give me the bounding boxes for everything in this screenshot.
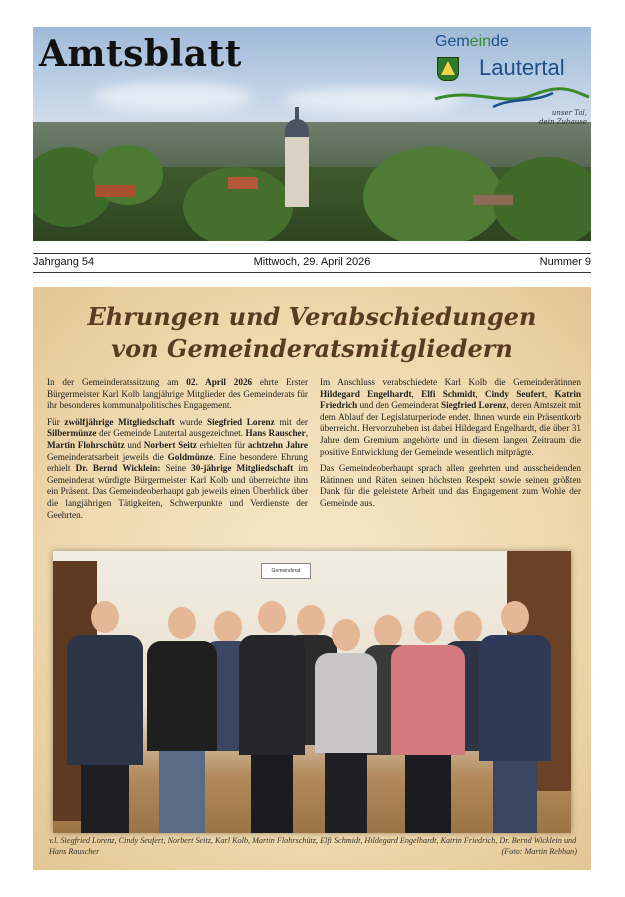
text-run: , <box>475 388 485 399</box>
text-run-bold: Hildegard Engelhardt <box>320 388 412 399</box>
logo-wordmark-main: Lautertal <box>479 55 565 80</box>
headline-line-2: von Gemeinderatsmitgliedern <box>111 334 513 363</box>
house-roof <box>95 185 135 197</box>
article-column-right <box>320 377 581 515</box>
person-legs <box>159 751 205 833</box>
text-run-bold: Siegfried Lorenz <box>206 416 275 427</box>
person <box>67 601 143 833</box>
person-legs <box>405 755 451 833</box>
article-headline <box>33 301 591 365</box>
group-photo <box>53 551 571 833</box>
person-head <box>258 601 286 633</box>
issue-date: Mittwoch, 29. April 2026 <box>253 256 371 268</box>
wall-sign: Gemeinderat <box>261 563 311 579</box>
paragraph <box>47 377 308 412</box>
logo-top-highlight: ein <box>469 33 492 50</box>
paragraph: Das Gemeindeoberhaupt sprach allen geehrten und ausscheidenden Rätinnen und Räten seinen höchsten Respekt sowie seinen größten Dank für die geleistete Arbeit und das Engagement zum Wohle der Gemeinde aus. <box>320 463 581 508</box>
person-head <box>414 611 442 643</box>
house-roof <box>228 177 258 189</box>
text-run: , <box>305 428 308 439</box>
valley-wave-icon <box>433 85 591 109</box>
text-run: wurde <box>174 416 207 427</box>
person-body <box>391 645 465 755</box>
person-legs <box>493 761 537 833</box>
tagline-line-1: unser Tal, <box>551 109 587 117</box>
person-head <box>168 607 196 639</box>
masthead-title: Amtsblatt <box>39 33 242 75</box>
person <box>147 607 217 833</box>
person-body <box>315 653 377 753</box>
tagline-line-2: dein Zuhause <box>539 118 587 126</box>
text-run: , deren Amtszeit mit dem Ablauf der Legislaturperiode endet. Ihnen wurde ein Präsentkorb überreicht. Hervorzuheben ist dabei Hildegard Engelhardt, die über 31 Jahre dem Gremium angehörte und in diesem langen Zeitraum die positive Entwicklung der Gemeinde wesentlich mitprägte. <box>320 400 581 457</box>
logo-tagline <box>539 109 587 127</box>
person <box>391 611 465 833</box>
text-run-bold: Norbert Seitz <box>143 439 197 450</box>
person-head <box>91 601 119 633</box>
text-run-bold: Silbermünze <box>47 428 97 439</box>
paragraph <box>47 417 308 521</box>
text-run: . Eine besondere Ehrung erhielt <box>47 451 308 474</box>
text-run: ehrte Erster Bürgermeister Karl Kolb langjährige Mitglieder des Gemeinderats für ihr besonderes kommunalpolitisches Engagement. <box>47 377 308 411</box>
text-run: der Gemeinde Lautertal ausgezeichnet. <box>96 428 246 439</box>
text-run: mit der <box>274 416 308 427</box>
text-run-bold: Martin Flohrschütz <box>47 439 125 450</box>
text-run: Seine <box>160 463 192 474</box>
text-run-bold: Katrin Friedrich <box>320 388 581 411</box>
text-run: In der Gemeinderatssitzung am <box>47 377 187 387</box>
coat-of-arms-icon <box>437 57 459 81</box>
cloud <box>93 82 253 112</box>
person-body <box>239 635 305 755</box>
person-body <box>147 641 217 751</box>
article-column-left <box>47 377 308 526</box>
text-run-bold: zwölfjährige Mitgliedschaft <box>64 416 175 427</box>
text-run-bold: 02. April 2026 <box>186 377 253 387</box>
text-run: Gemeinderatsarbeit jeweils die <box>47 451 168 462</box>
text-run: und den Gemeinderat <box>357 400 441 411</box>
church-tower <box>285 137 309 207</box>
logo-top-prefix: Gem <box>435 33 470 50</box>
issue-info-bar <box>33 253 591 273</box>
photo-caption <box>49 835 577 857</box>
person-head <box>501 601 529 633</box>
text-run: Im Anschluss verabschiedete Karl Kolb die Gemeinderätinnen <box>320 377 581 387</box>
municipality-logo <box>433 33 591 129</box>
text-run-bold: Dr. Bernd Wicklein: <box>75 463 161 474</box>
issue-number: Nummer 9 <box>539 256 591 268</box>
person <box>479 601 551 833</box>
house-roof <box>473 195 513 205</box>
article-panel <box>33 287 591 870</box>
person <box>239 601 305 833</box>
person-legs <box>81 765 129 833</box>
caption-text: v.l. Siegfried Lorenz, Cindy Seufert, Norbert Seitz, Karl Kolb, Martin Flohrschütz, Elfi Schmidt, Hildegard Engelhardt, Katrin Friedrich, Dr. Bernd Wicklein und Hans Rauscher <box>49 836 577 856</box>
tree <box>363 147 503 241</box>
text-run: und <box>124 439 144 450</box>
text-run: im Gemeinderat würdigte Bürgermeister Karl Kolb und überreichte ihm ein Präsent. Das Gemeindeoberhaupt gab jeweils einen Überblick über die langjährigen Tätigkeiten, Schwerpunkte und Verdienste der Geehrten. <box>47 463 309 520</box>
text-run: , <box>544 388 555 399</box>
person-head <box>332 619 360 651</box>
person-body <box>479 635 551 761</box>
church-dome <box>285 119 309 139</box>
person-legs <box>325 753 367 833</box>
logo-top-suffix: de <box>491 33 509 50</box>
text-run-bold: Siegfried Lorenz <box>441 400 507 411</box>
issue-volume: Jahrgang 54 <box>33 256 95 268</box>
logo-wordmark-top <box>435 33 509 51</box>
text-run-bold: Cindy Seufert <box>484 388 545 399</box>
person <box>315 619 377 833</box>
text-run: Für <box>47 416 65 427</box>
text-run-bold: Elfi Schmidt <box>421 388 476 399</box>
text-run: erhielten für <box>196 439 248 450</box>
text-run-bold: Goldmünze <box>167 451 214 462</box>
headline-line-1: Ehrungen und Verabschiedungen <box>87 302 537 331</box>
person-head <box>214 611 242 643</box>
paragraph <box>320 377 581 458</box>
text-run-bold: achtzehn Jahre <box>247 439 308 450</box>
person-body <box>67 635 143 765</box>
person-legs <box>251 755 293 833</box>
text-run-bold: Hans Rauscher <box>245 428 306 439</box>
text-run-bold: 30-jährige Mitgliedschaft <box>191 463 294 474</box>
crest-emblem-icon <box>441 61 455 75</box>
text-run: , <box>411 388 422 399</box>
photo-credit: (Foto: Martin Rebhan) <box>501 847 577 856</box>
header-banner <box>33 27 591 241</box>
